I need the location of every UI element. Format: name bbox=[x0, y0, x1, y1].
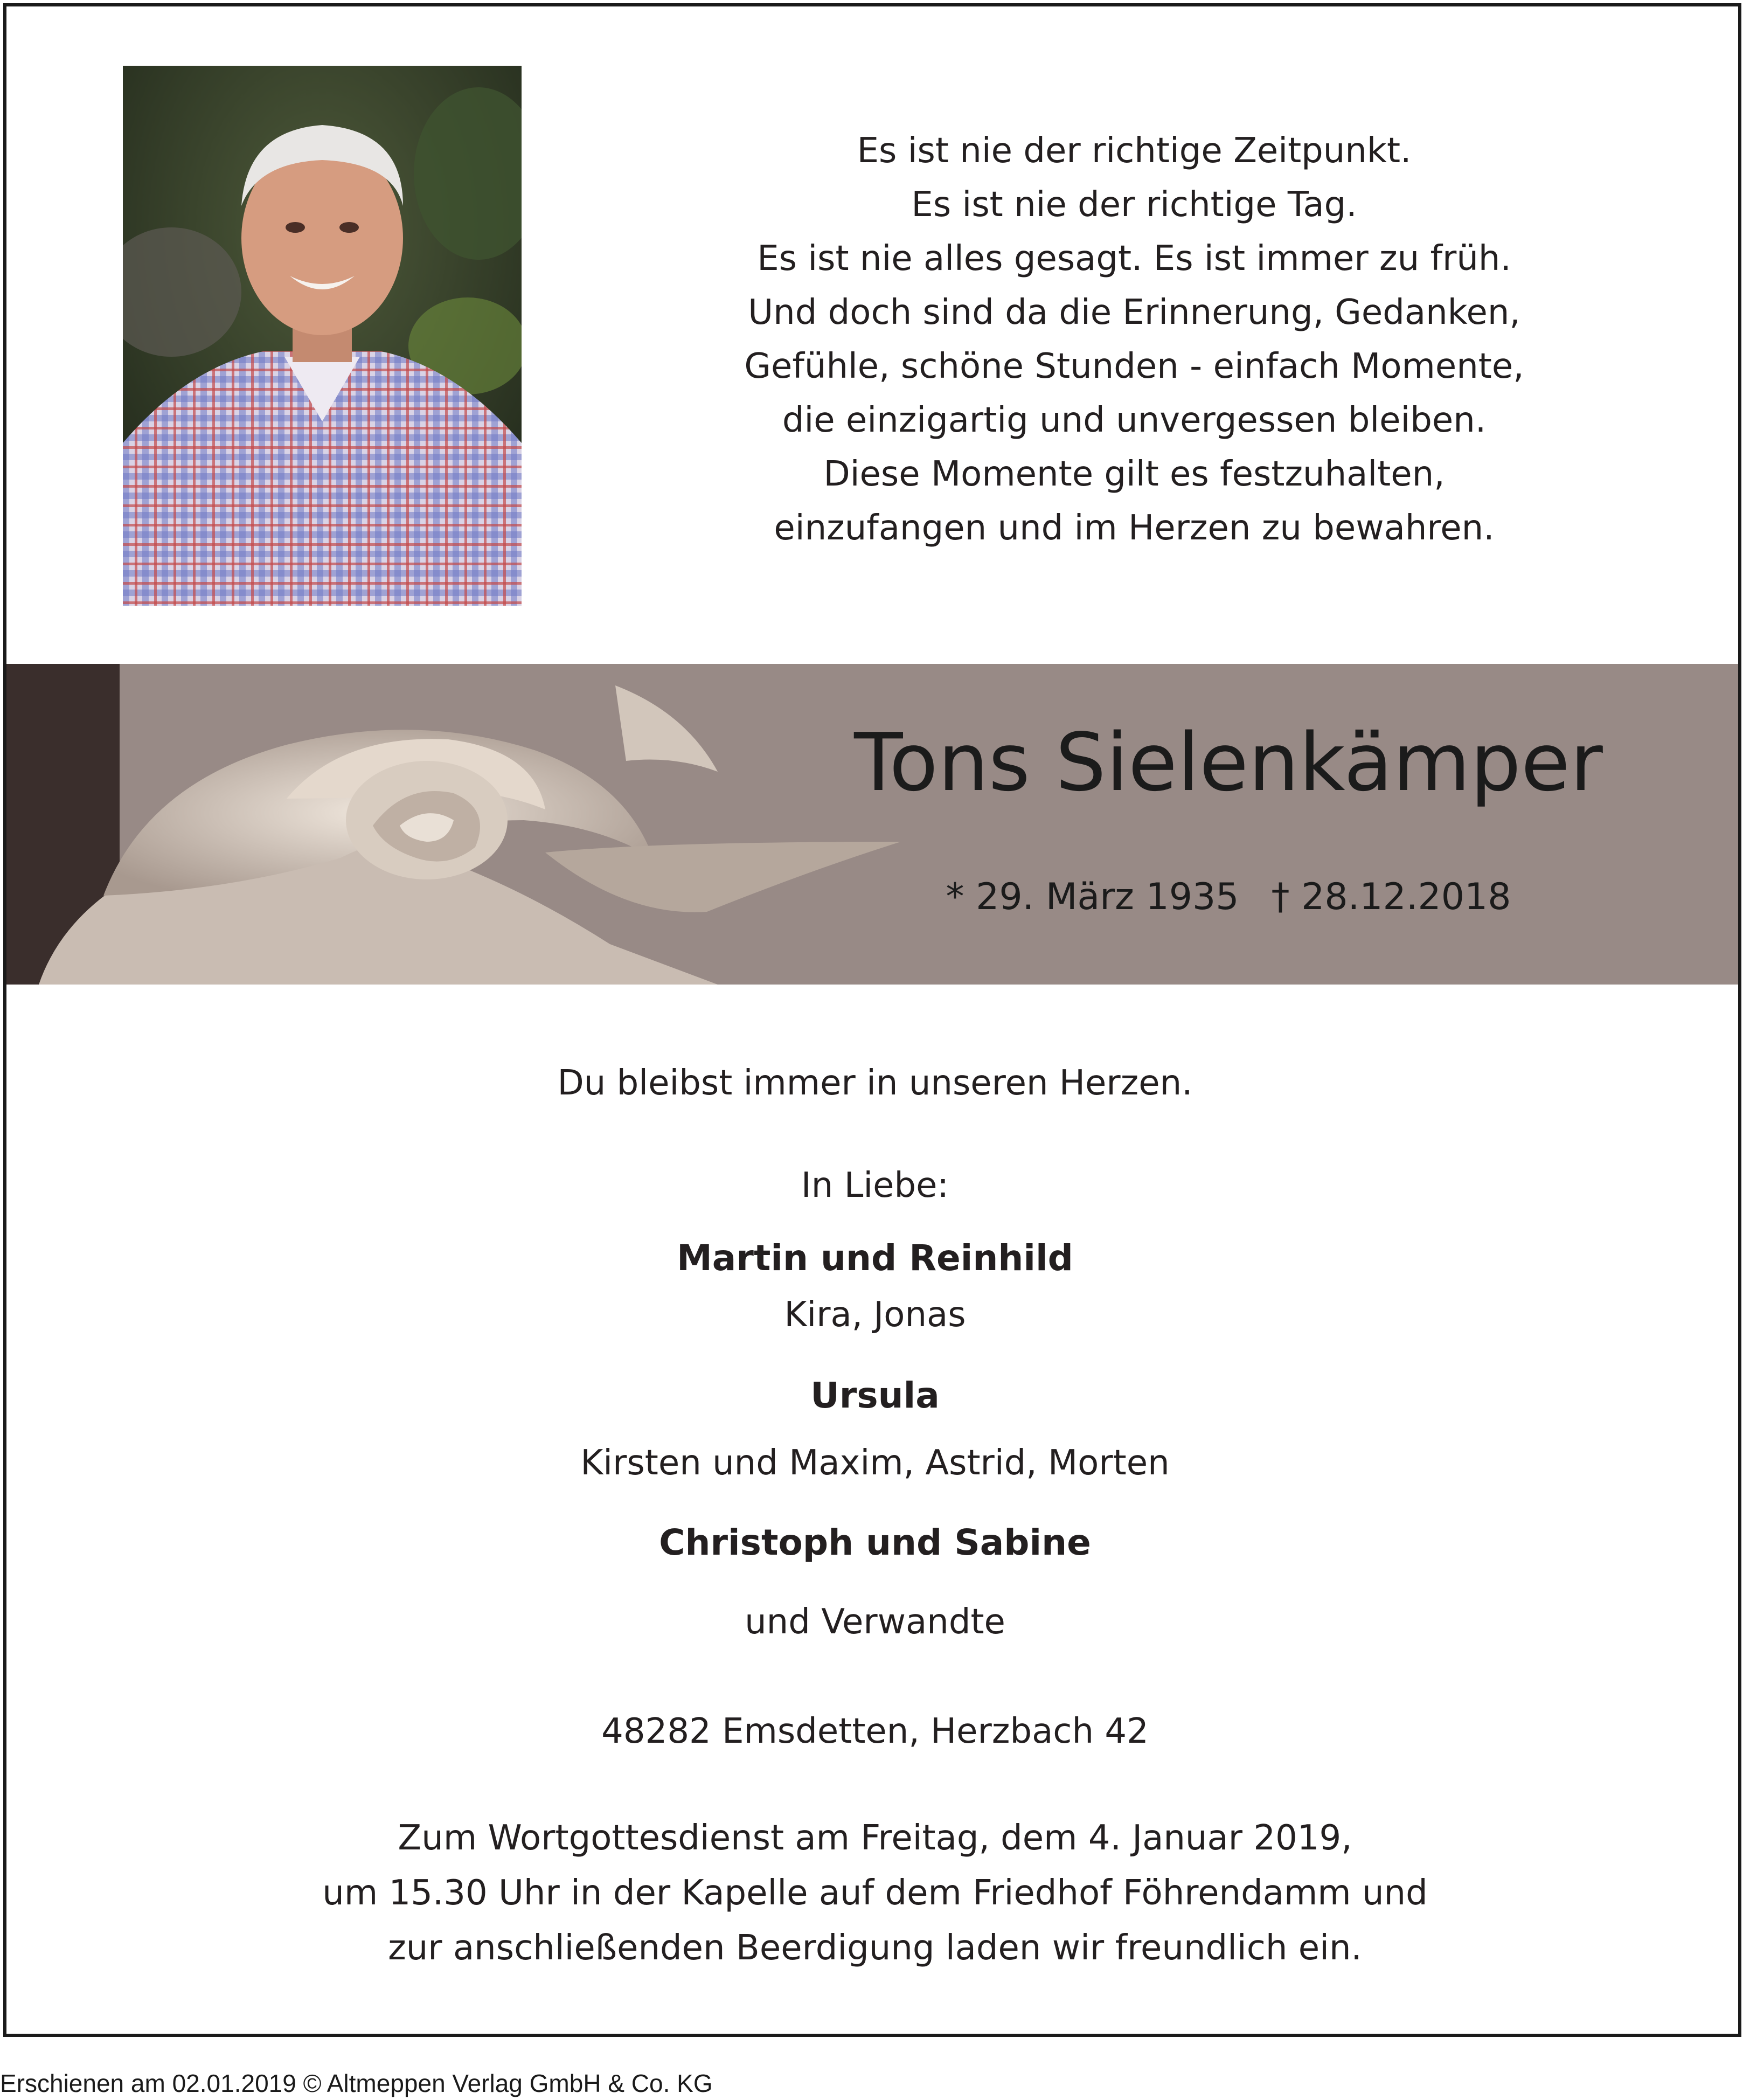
mourners-intro: In Liebe: bbox=[801, 1166, 949, 1205]
name-banner bbox=[6, 664, 1738, 985]
service-line: zur anschließenden Beerdigung laden wir freundlich ein. bbox=[388, 1928, 1362, 1968]
service-line: um 15.30 Uhr in der Kapelle auf dem Friedhof Föhrendamm und bbox=[322, 1873, 1428, 1913]
birth-date: * 29. März 1935 bbox=[946, 876, 1239, 918]
rose-image bbox=[6, 664, 1738, 985]
farewell-message: Du bleibst immer in unseren Herzen. bbox=[557, 1063, 1193, 1103]
mourner-address: 48282 Emsdetten, Herzbach 42 bbox=[601, 1711, 1149, 1751]
poem-line: Und doch sind da die Erinnerung, Gedanken, bbox=[748, 293, 1520, 332]
publication-footer: Erschienen am 02.01.2019 © Altmeppen Verlag GmbH & Co. KG bbox=[0, 2069, 713, 2097]
portrait-photo bbox=[123, 66, 522, 606]
poem-line: Gefühle, schöne Stunden - einfach Momente, bbox=[744, 346, 1524, 386]
mourner-group-names: Martin und Reinhild bbox=[677, 1237, 1073, 1279]
service-line: Zum Wortgottesdienst am Freitag, dem 4. Januar 2019, bbox=[398, 1818, 1352, 1858]
mourner-relatives: und Verwandte bbox=[745, 1602, 1005, 1642]
service-announcement bbox=[0, 1811, 1750, 1976]
poem bbox=[582, 124, 1686, 555]
poem-line: Es ist nie alles gesagt. Es ist immer zu früh. bbox=[757, 239, 1511, 279]
mourner-group-names: Christoph und Sabine bbox=[659, 1522, 1091, 1563]
poem-line: die einzigartig und unvergessen bleiben. bbox=[782, 400, 1487, 440]
poem-line: Es ist nie der richtige Tag. bbox=[911, 185, 1357, 225]
mourner-group-children: Kirsten und Maxim, Astrid, Morten bbox=[580, 1443, 1170, 1483]
death-date: † 28.12.2018 bbox=[1271, 876, 1511, 918]
deceased-name: Tons Sielenkämper bbox=[854, 716, 1603, 809]
poem-line: Diese Momente gilt es festzuhalten, bbox=[823, 454, 1445, 494]
mourner-group-children: Kira, Jonas bbox=[784, 1295, 966, 1335]
poem-line: einzufangen und im Herzen zu bewahren. bbox=[774, 508, 1495, 548]
life-dates bbox=[754, 873, 1703, 921]
poem-line: Es ist nie der richtige Zeitpunkt. bbox=[857, 131, 1412, 171]
mourner-group-names: Ursula bbox=[810, 1375, 940, 1416]
